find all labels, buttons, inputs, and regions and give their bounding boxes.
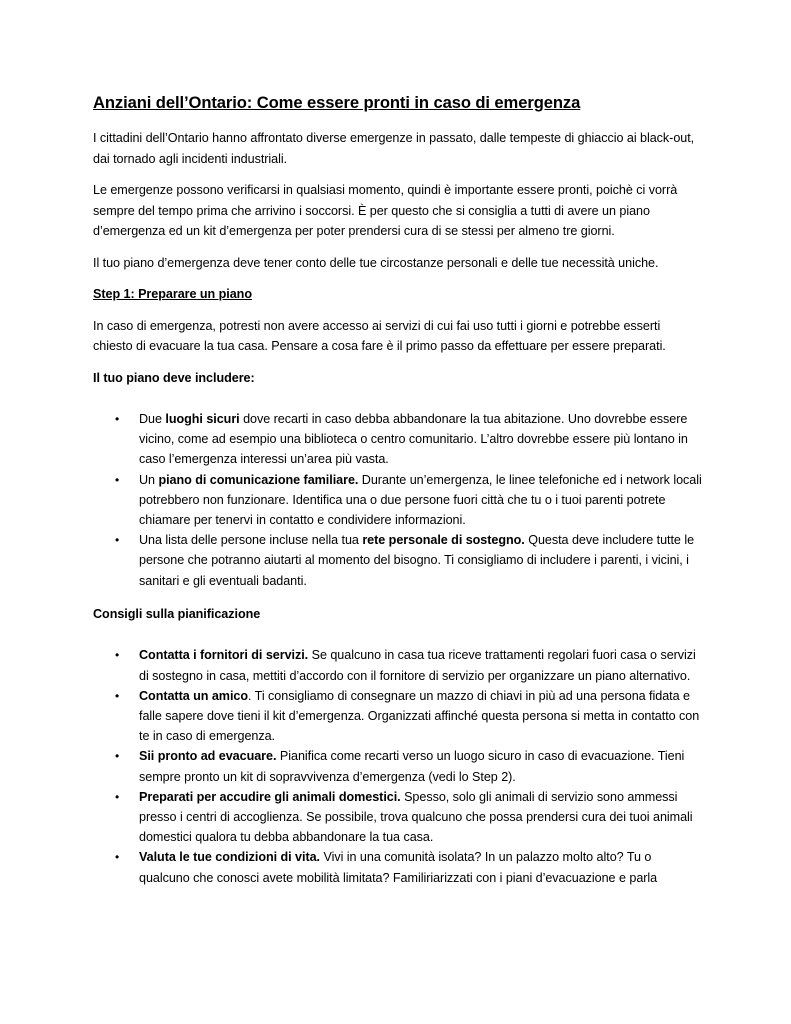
step1-paragraph: In caso di emergenza, potresti non avere accesso ai servizi di cui fai uso tutti i giorni e potrebbe esserti chiesto di evacuare la tua casa. Pensare a cosa fare è il primo passo da effettuare per essere preparati.: [93, 318, 666, 353]
bullet-icon: •: [115, 688, 120, 703]
list-item: • Un piano di comunicazione familiare. Durante un’emergenza, le linee telefoniche ed i network locali potrebbero non funzionare. Identifica una o due persone fuori città che tu o i tuoi parenti potrete chiamare per tenervi in contatto e condividere informazioni.: [93, 470, 703, 531]
bullet-icon: •: [115, 412, 120, 426]
plan-list: [93, 409, 703, 591]
bullet-icon: •: [115, 648, 120, 663]
document-page: [93, 92, 703, 901]
list-item: • Valuta le tue condizioni di vita. Vivi in una comunità isolata? In un palazzo molto alto? Tu o qualcuno che conosci avete mobilità limitata? Familiriarizzati con i piani d’evacuazione e parla: [93, 847, 703, 887]
page-title: Anziani dell’Ontario: Come essere pronti in caso di emergenza: [93, 93, 581, 112]
tips-heading: Consigli sulla pianificazione: [93, 606, 261, 621]
list-item: • Due luoghi sicuri dove recarti in caso debba abbandonare la tua abitazione. Uno dovrebbe essere vicino, come ad esempio una biblioteca o centro comunitario. L’altro dovrebbe essere più lontano in caso l’emergenza interessi un’area più vasta.: [93, 409, 703, 470]
step1-heading: Step 1: Preparare un piano: [93, 287, 252, 301]
list-item: • Sii pronto ad evacuare. Pianifica come recarti verso un luogo sicuro in caso di evacuazione. Tieni sempre pronto un kit di sopravvivenza d’emergenza (vedi lo Step 2).: [93, 746, 703, 786]
intro-paragraph-1: I cittadini dell’Ontario hanno affrontato diverse emergenze in passato, dalle tempeste di ghiaccio ai black-out, dai tornado agli incidenti industriali.: [93, 131, 695, 166]
bullet-icon: •: [115, 533, 120, 548]
bullet-icon: •: [115, 749, 120, 764]
plan-heading: Il tuo piano deve includere:: [93, 370, 255, 385]
list-item: • Contatta i fornitori di servizi. Se qualcuno in casa tua riceve trattamenti regolari fuori casa o servizi di sostegno in casa, mettiti d’accordo con il fornitore di servizio per organizzare un piano alternativo.: [93, 645, 703, 685]
intro-paragraph-3: Il tuo piano d’emergenza deve tener conto delle tue circostanze personali e delle tue necessità uniche.: [93, 255, 659, 270]
bullet-icon: •: [115, 789, 120, 804]
bullet-icon: •: [115, 850, 120, 865]
list-item: • Preparati per accudire gli animali domestici. Spesso, solo gli animali di servizio sono ammessi presso i centri di accoglienza. Se possibile, trova qualcuno che possa prendersi cura dei tuoi animali domestici qualora tu debba abbandonare la tua casa.: [93, 787, 703, 848]
tips-list: [93, 645, 703, 887]
intro-paragraph-2: Le emergenze possono verificarsi in qualsiasi momento, quindi è importante essere pronti, poichè ci vorrà sempre del tempo prima che arrivino i soccorsi. È per questo che si consiglia a tutti di avere un piano d’emergenza ed un kit d’emergenza per poter prendersi cura di se stessi per almeno tre giorni.: [93, 183, 678, 238]
list-item: • Contatta un amico. Ti consigliamo di consegnare un mazzo di chiavi in più ad una persona fidata e falle sapere dove tieni il kit d’emergenza. Organizzati affinché questa persona si metta in contatto con te in caso di emergenza.: [93, 686, 703, 747]
bullet-icon: •: [115, 472, 120, 487]
list-item: • Una lista delle persone incluse nella tua rete personale di sostegno. Questa deve includere tutte le persone che potranno aiutarti al momento del bisogno. Ti consigliamo di includere i parenti, i vicini, i sanitari e gli eventuali badanti.: [93, 530, 703, 591]
